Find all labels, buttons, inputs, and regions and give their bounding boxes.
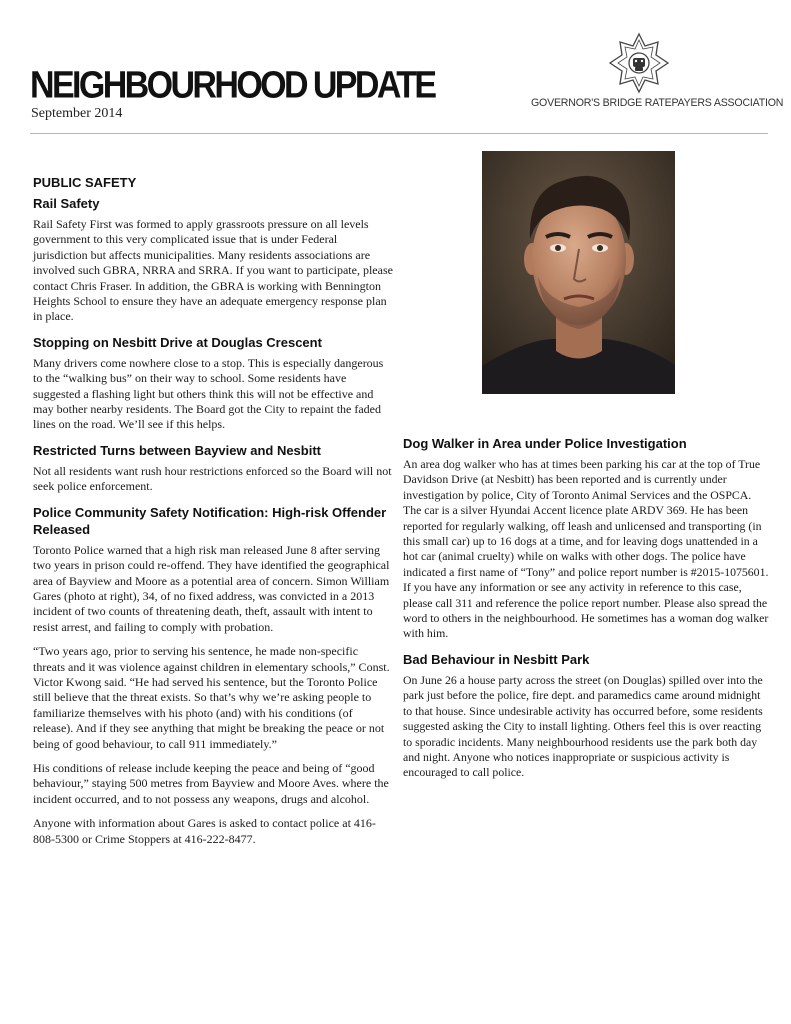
- right-column: [403, 435, 771, 790]
- rose-crest-logo-icon: [606, 30, 672, 96]
- article-rail-safety: [33, 195, 393, 325]
- left-column: [33, 175, 393, 856]
- article-paragraph: Many drivers come nowhere close to a stop. This is especially dangerous to the “walking bus” on their way to school. Some residents have suggested a flashing light but others think this will not be effective and may bother nearby residents. The Board got the City to repaint the faded lines on the road. We’ll see if this helps.: [33, 355, 384, 432]
- article-paragraph: Rail Safety First was formed to apply grassroots pressure on all levels government to this very complicated issue that is under Federal jurisdiction but affects municipalities. Many residents associations are involved such GBRA, NRRA and SRRA. If you want to participate, please contact Chris Fraser. In addition, the GBRA is working with Bennington Heights School to ensure they have an adequate emergency response plan in place.: [33, 217, 393, 324]
- article-heading: Dog Walker in Area under Police Investigation: [403, 436, 687, 451]
- mugshot-photo: [482, 151, 675, 394]
- section-heading-public-safety: PUBLIC SAFETY: [33, 175, 137, 190]
- issue-date: September 2014: [31, 106, 123, 121]
- article-restricted-turns: [33, 442, 393, 495]
- article-police-notification: [33, 504, 393, 847]
- article-heading: Restricted Turns between Bayview and Nesbitt: [33, 442, 321, 458]
- article-heading: Rail Safety: [33, 196, 100, 211]
- article-paragraph: “Two years ago, prior to serving his sentence, he made non-specific threats and it was violence against children in elementary schools,” Const. Victor Kwong said. “He had served his sentence, but the Toronto Police still believe that the threat exists. So that’s why we’re asking people to familiarize themselves with his photo (and) with his conditions (of release). And if they see anything that might be breaking the peace or not being of good behaviour, to call 911 immediately.”: [33, 644, 390, 751]
- article-paragraph: Not all residents want rush hour restrictions enforced so the Board will not seek police enforcement.: [33, 463, 392, 494]
- article-paragraph: Anyone with information about Gares is asked to contact police at 416-808-5300 or Crime Stoppers at 416-222-8477.: [33, 816, 376, 846]
- association-name: GOVERNOR'S BRIDGE RATEPAYERS ASSOCIATION: [531, 97, 784, 109]
- header-divider: [30, 133, 768, 134]
- article-heading: Stopping on Nesbitt Drive at Douglas Crescent: [33, 334, 322, 350]
- article-heading: Bad Behaviour in Nesbitt Park: [403, 651, 590, 667]
- article-paragraph: Toronto Police warned that a high risk man released June 8 after serving two years in prison could re-offend. They have identified the geographical area of Bayview and Moore as a potential area of concern. Simon William Gares (photo at right), 34, of no fixed address, was convicted in a 2013 incident of two counts of threatening death, theft, assault with intent to resist arrest, and failing to comply with probation.: [33, 542, 390, 634]
- article-nesbitt-park: [403, 651, 771, 781]
- article-paragraph: An area dog walker who has at times been parking his car at the top of True Davidson Drive (at Nesbitt) has been reported and is currently under investigation by police, City of Toronto Animal Services and the OSPCA. The car is a silver Hyundai Accent licence plate ARDV 369. He has been reported for regularly walking, off leash and unlicensed and transporting (in this small car) up to 16 dogs at a time, and for leaving dogs unattended in a hot car (animal cruelty) while on walks with other dogs. The police have indicated a first name of “Tony” and police report number is #2015-1075601. If you have any information or see any activity in reference to this case, please call 311 and reference the police report number. Please also spread the word to others in the neighbourhood. He sometimes has a woman dog walker with him.: [403, 457, 769, 641]
- article-heading: Police Community Safety Notification: High-risk Offender Released: [33, 504, 387, 537]
- article-paragraph: On June 26 a house party across the street (on Douglas) spilled over into the park just before the police, fire dept. and paramedics came around midnight to that house. Since undesirable activity has occurred before, some residents suggested asking the City to install lighting. Others feel this is over reacting to sporadic incidents. Many neighbourhood residents use the park both day and night. Anyone who notices inappropriate or suspicious activity is encouraged to call police.: [403, 672, 763, 780]
- newsletter-title: NEIGHBOURHOOD UPDATE: [30, 63, 435, 107]
- article-stopping-nesbitt: [33, 334, 393, 433]
- article-dog-walker: [403, 435, 771, 642]
- article-paragraph: His conditions of release include keeping the peace and being of “good behaviour,” staying 500 metres from Bayview and Moore Aves. where the incident occurred, and to not possess any weapons, drugs and alcohol.: [33, 760, 389, 806]
